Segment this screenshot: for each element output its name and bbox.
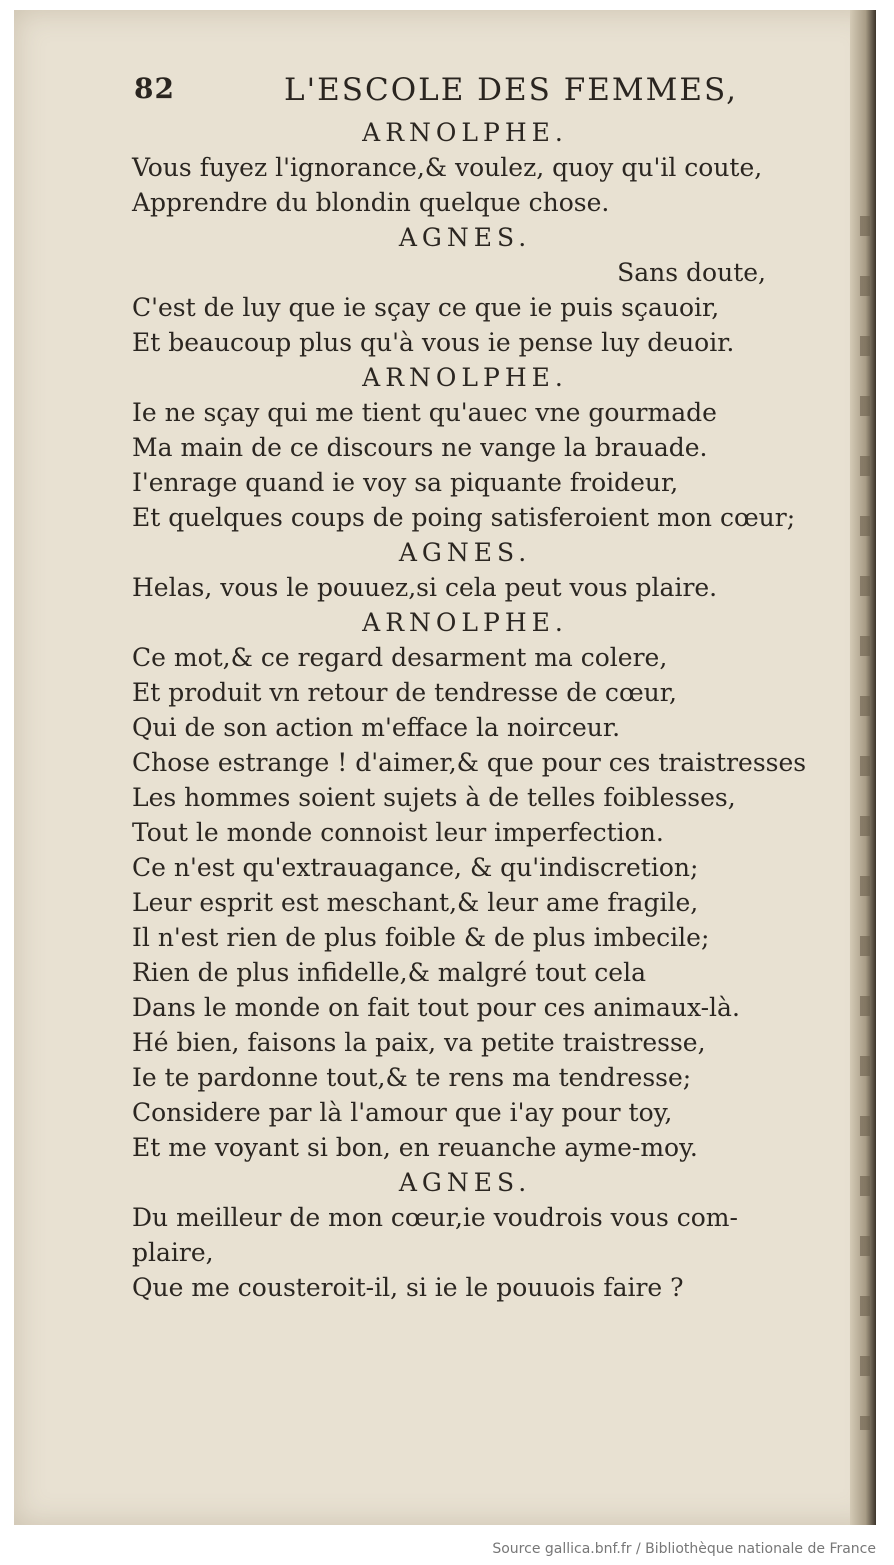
verse-line: Et me voyant si bon, en reuanche ayme-moy. [132, 1133, 698, 1162]
play-text [104, 115, 826, 1305]
book-page [14, 10, 876, 1525]
speaker-name: AGNES. [398, 1168, 532, 1197]
speaker-name: ARNOLPHE. [362, 608, 568, 637]
speaker-name: ARNOLPHE. [362, 363, 568, 392]
page-number: 82 [134, 72, 175, 105]
facing-page-edge [860, 180, 870, 1430]
verse-line: Dans le monde on fait tout pour ces animaux-là. [132, 993, 740, 1022]
verse-line: I'enrage quand ie voy sa piquante froideur, [132, 468, 679, 497]
verse-line: C'est de luy que ie sçay ce que ie puis sçauoir, [132, 293, 720, 322]
verse-line: Qui de son action m'efface la noirceur. [132, 713, 621, 742]
running-title: L'ESCOLE DES FEMMES, [284, 72, 738, 108]
verse-line: Les hommes soient sujets à de telles foiblesses, [132, 783, 736, 812]
verse-line: plaire, [132, 1238, 214, 1267]
speaker-name: AGNES. [398, 538, 532, 567]
continued-verse-line: Sans doute, [617, 258, 766, 287]
verse-line: Il n'est rien de plus foible & de plus imbecile; [132, 923, 710, 952]
verse-line: Ce n'est qu'extrauagance, & qu'indiscretion; [132, 853, 699, 882]
verse-line: Rien de plus infidelle,& malgré tout cela [132, 958, 646, 987]
source-credit: Source gallica.bnf.fr / Bibliothèque nationale de France [492, 1541, 876, 1557]
verse-line: Et beaucoup plus qu'à vous ie pense luy deuoir. [132, 328, 735, 357]
verse-line: Vous fuyez l'ignorance,& voulez, quoy qu'il coute, [132, 153, 763, 182]
page-header [134, 70, 816, 110]
verse-line: Du meilleur de mon cœur,ie voudrois vous com- [132, 1203, 738, 1232]
verse-line: Tout le monde connoist leur imperfection. [132, 818, 664, 847]
speaker-name: ARNOLPHE. [362, 118, 568, 147]
verse-line: Ie te pardonne tout,& te rens ma tendresse; [132, 1063, 692, 1092]
verse-line: Helas, vous le pouuez,si cela peut vous plaire. [132, 573, 718, 602]
verse-line: Apprendre du blondin quelque chose. [132, 188, 610, 217]
verse-line: Et produit vn retour de tendresse de cœur, [132, 678, 677, 707]
verse-line: Ie ne sçay qui me tient qu'auec vne gourmade [132, 398, 717, 427]
speaker-name: AGNES. [398, 223, 532, 252]
verse-line: Et quelques coups de poing satisferoient mon cœur; [132, 503, 796, 532]
verse-line: Chose estrange ! d'aimer,& que pour ces traistresses [132, 748, 807, 777]
verse-line: Considere par là l'amour que i'ay pour toy, [132, 1098, 673, 1127]
verse-line: Hé bien, faisons la paix, va petite traistresse, [132, 1028, 706, 1057]
verse-line: Leur esprit est meschant,& leur ame fragile, [132, 888, 699, 917]
verse-line: Ma main de ce discours ne vange la brauade. [132, 433, 708, 462]
verse-line: Que me cousteroit-il, si ie le pouuois faire ? [132, 1273, 684, 1302]
verse-line: Ce mot,& ce regard desarment ma colere, [132, 643, 668, 672]
